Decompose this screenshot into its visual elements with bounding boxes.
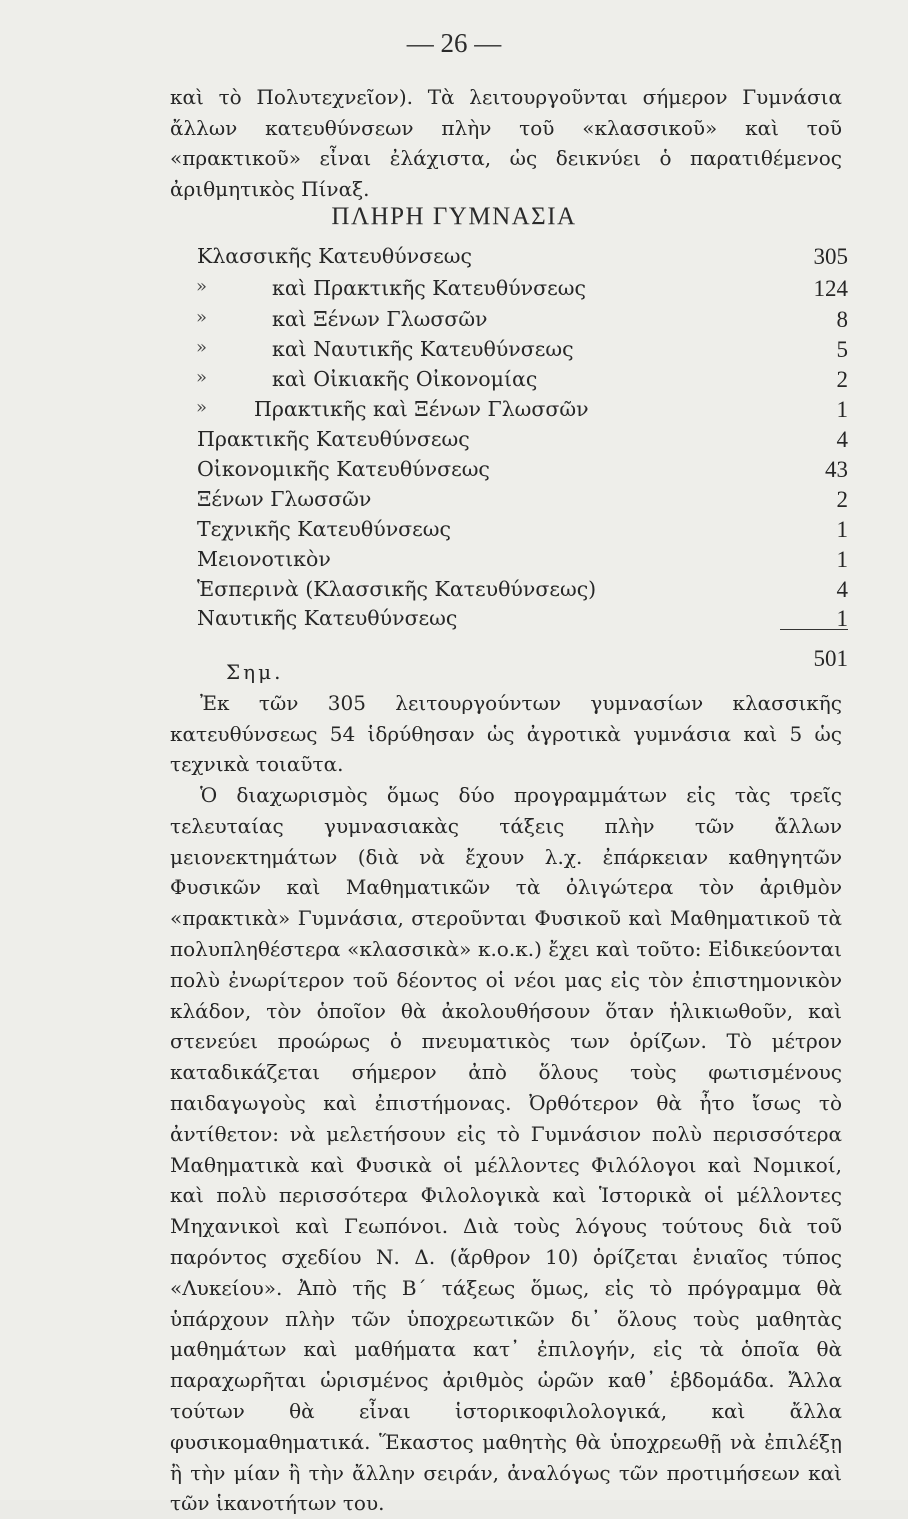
row-value: 8 bbox=[836, 307, 848, 332]
row-label: καὶ Οἰκιακῆς Οἰκονομίας bbox=[272, 367, 538, 391]
row-value: 2 bbox=[836, 487, 848, 512]
row-label: καὶ Ξένων Γλωσσῶν bbox=[272, 307, 488, 331]
row-label: Οἰκονομικῆς Κατευθύνσεως bbox=[197, 457, 490, 481]
ditto-mark: » bbox=[196, 337, 208, 358]
table-row bbox=[0, 517, 908, 547]
row-label: Ἑσπερινὰ (Κλασσικῆς Κατευθύνσεως) bbox=[197, 577, 597, 601]
table-row bbox=[0, 577, 908, 607]
ditto-mark: » bbox=[196, 307, 208, 328]
table-row bbox=[0, 397, 908, 427]
table-row bbox=[0, 244, 908, 274]
row-value: 1 bbox=[836, 397, 848, 422]
row-value: 4 bbox=[836, 577, 848, 602]
table-row bbox=[0, 367, 908, 397]
row-value: 1 bbox=[836, 606, 848, 631]
table-row bbox=[0, 487, 908, 517]
row-label: Κλασσικῆς Κατευθύνσεως bbox=[197, 244, 472, 268]
row-value: 305 bbox=[813, 244, 848, 269]
ditto-mark: » bbox=[196, 276, 208, 297]
row-label: Ξένων Γλωσσῶν bbox=[197, 487, 372, 511]
table-row bbox=[0, 337, 908, 367]
ditto-mark: » bbox=[196, 367, 208, 388]
table-total: 501 bbox=[813, 646, 848, 671]
row-label: Τεχνικῆς Κατευθύνσεως bbox=[197, 517, 451, 541]
row-value: 1 bbox=[836, 547, 848, 572]
note-paragraph: Ἐκ τῶν 305 λειτουργούντων γυμνασίων κλασσικῆς κατευθύνσεως 54 ἱδρύθησαν ὡς ἀγροτικὰ γυμνάσια καὶ 5 ὡς τεχνικὰ τοιαῦτα. bbox=[170, 691, 842, 776]
note-heading: Σημ. bbox=[226, 660, 284, 684]
row-value: 2 bbox=[836, 367, 848, 392]
table-row bbox=[0, 307, 908, 337]
table-row bbox=[0, 606, 908, 636]
page-number: — 26 — bbox=[406, 28, 502, 58]
table-row bbox=[0, 457, 908, 487]
table-row bbox=[0, 276, 908, 306]
body-paragraph: Ὁ διαχωρισμὸς ὅμως δύο προγραμμάτων εἰς τὰς τρεῖς τελευταίας γυμνασιακὰς τάξεις πλὴν τῶν ἄλλων μειονεκτημάτων (διὰ νὰ ἔχουν λ.χ. ἐπάρκειαν καθηγητῶν Φυσικῶν καὶ Μαθηματικῶν τὰ ὀλιγώτερα τὸν ἀριθμὸν «πρακτικὰ» Γυμνάσια, στεροῦνται Φυσικοῦ καὶ Μαθηματικοῦ τὰ πολυπληθέστερα «κλασσικὰ» κ.ο.κ.) ἔχει καὶ τοῦτο: Εἰδικεύονται πολὺ ἐνωρίτερον τοῦ δέοντος οἱ νέοι μας εἰς τὸν ἐπιστημονικὸν κλάδον, τὸν ὁποῖον θὰ ἀκολουθήσουν ὅταν ἡλικιωθοῦν, καὶ στενεύει προώρως ὁ πνευματικὸς των ὁρίζων. Τὸ μέτρον καταδικάζεται σήμερον ἀπὸ ὅλους τοὺς φωτισμένους παιδαγωγοὺς καὶ ἐπιστήμονας. Ὀρθότερον θὰ ἦτο ἴσως τὸ ἀντίθετον: νὰ μελετήσουν εἰς τὸ Γυμνάσιον πολὺ περισσότερα Μαθηματικὰ καὶ Φυσικὰ οἱ μέλλοντες Φιλόλογοι καὶ Νομικοί, καὶ πολὺ περισσότερα Φιλολογικὰ καὶ Ἱστορικὰ οἱ μέλλοντες Μηχανικοὶ καὶ Γεωπόνοι. Διὰ τοὺς λόγους τούτους διὰ τοῦ παρόντος σχεδίου Ν. Δ. (ἄρθρον 10) ὁρίζεται ἑνιαῖος τύπος «Λυκείου». Ἀπὸ τῆς Β´ τάξεως ὅμως, εἰς τὸ πρόγραμμα θὰ ὑπάρχουν πλὴν τῶν ὑποχρεωτικῶν δι᾽ ὅλους τοὺς μαθητὰς μαθημάτων καὶ μαθήματα κατ᾽ ἐπιλογήν, εἰς τὰ ὁποῖα θὰ παραχωρῆται ὡρισμένος ἀριθμὸς ὡρῶν καθ᾽ ἑβδομάδα. Ἄλλα τούτων θὰ εἶναι ἱστορικοφιλολογικά, καὶ ἄλλα φυσικομαθηματικά. Ἕκαστος μαθητὴς θὰ ὑποχρεωθῇ νὰ ἐπιλέξῃ ἢ τὴν μίαν ἢ τὴν ἄλλην σειράν, ἀναλόγως τῶν προτιμήσεων καὶ τῶν ἱκανοτήτων του. bbox=[170, 783, 842, 1516]
row-label: Πρακτικῆς καὶ Ξένων Γλωσσῶν bbox=[254, 397, 589, 421]
ditto-mark: » bbox=[196, 397, 208, 418]
row-label: Πρακτικῆς Κατευθύνσεως bbox=[197, 427, 470, 451]
row-label: καὶ Πρακτικῆς Κατευθύνσεως bbox=[272, 276, 586, 300]
row-label: Μειονοτικὸν bbox=[197, 547, 331, 571]
table-heading: ΠΛΗΡΗ ΓΥΜΝΑΣΙΑ bbox=[331, 203, 577, 230]
row-value: 4 bbox=[836, 427, 848, 452]
table-row bbox=[0, 547, 908, 577]
row-value: 5 bbox=[836, 337, 848, 362]
row-value: 1 bbox=[836, 517, 848, 542]
row-value: 43 bbox=[825, 457, 848, 482]
intro-paragraph: καὶ τὸ Πολυτεχνεῖον). Τὰ λειτουργοῦνται σήμερον Γυμνάσια ἄλλων κατευθύνσεων πλὴν τοῦ «κλασσικοῦ» καὶ τοῦ «πρακτικοῦ» εἶναι ἐλάχιστα, ὡς δεικνύει ὁ παρατιθέμενος ἀριθμητικὸς Πίναξ. bbox=[170, 85, 842, 201]
row-label: Ναυτικῆς Κατευθύνσεως bbox=[197, 606, 458, 630]
sum-rule bbox=[780, 629, 848, 630]
table-row bbox=[0, 427, 908, 457]
row-value: 124 bbox=[813, 276, 848, 301]
row-label: καὶ Ναυτικῆς Κατευθύνσεως bbox=[272, 337, 574, 361]
